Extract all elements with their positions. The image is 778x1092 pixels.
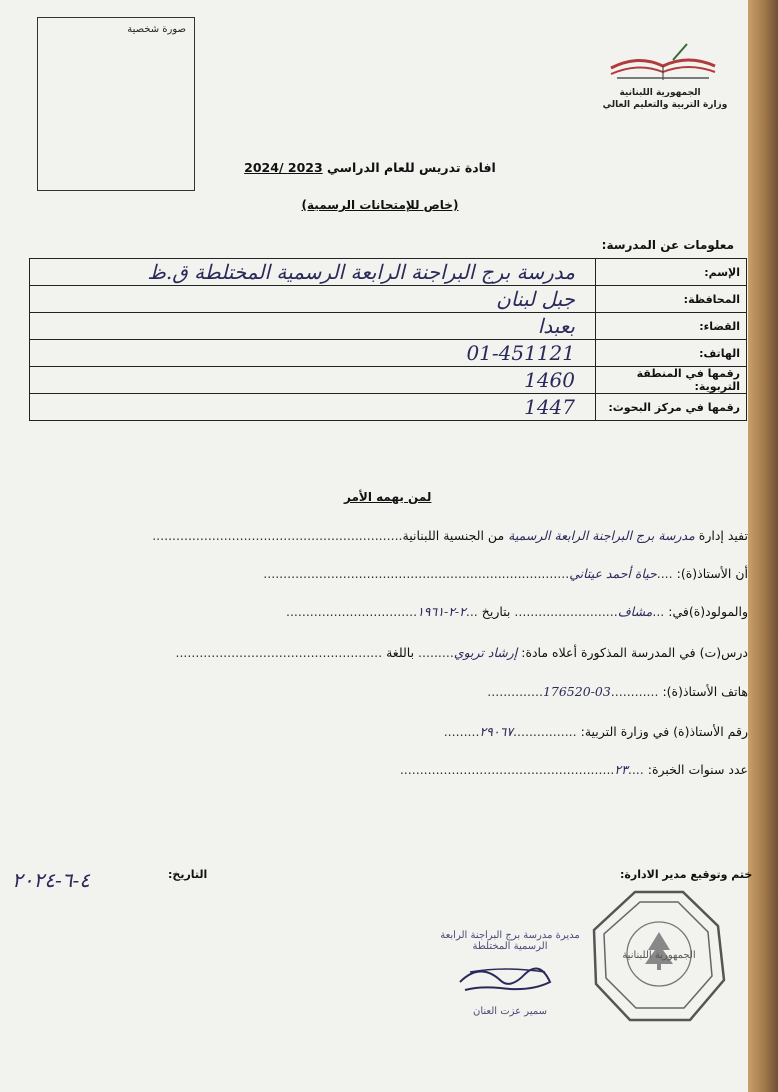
body-line-birth: والمولود(ة)في: ...مشاف.......................... بتاريخ ...٢-٢-١٩٦١................................. — [285, 604, 748, 619]
date-value: ٤-٦-٢٠٢٤ — [12, 868, 90, 892]
text-span: درس(ت) في المدرسة المذكورة أعلاه مادة: — [521, 645, 748, 660]
handwritten-teacher-phone: 03-176520 — [542, 684, 611, 699]
school-info-heading: معلومات عن المدرسة: — [601, 238, 734, 252]
body-line-ministry-number: رقم الأستاذ(ة) في وزارة التربية: ................٢٩٠٦٧......... — [443, 724, 748, 739]
page-title — [240, 160, 500, 175]
phone-value: 01-451121 — [30, 340, 596, 367]
ministry-logo-icon — [603, 40, 723, 90]
title-year: 2023 /2024 — [244, 160, 323, 175]
school-info-table — [29, 258, 747, 421]
signature-icon — [430, 952, 590, 1002]
title-text: افادة تدريس للعام الدراسي — [327, 160, 496, 175]
text-span: هاتف الأستاذ(ة): — [662, 684, 748, 699]
handwritten-teacher-name: حياة أحمد عيتاني — [569, 566, 657, 581]
region-number-label: رقمها في المنطقة التربوية: — [596, 367, 747, 394]
district-label: القضاء: — [596, 313, 747, 340]
text-span: أن الأستاذ(ة): — [676, 566, 748, 581]
stamp-caption: الجمهورية اللبنانية — [622, 950, 696, 961]
district-value: بعبدا — [30, 313, 596, 340]
text-span: تفيد إدارة — [698, 528, 748, 543]
school-name-value: مدرسة برج البراجنة الرابعة الرسمية المختلطة ق.ظ — [30, 259, 596, 286]
school-name-label: الإسم: — [596, 259, 747, 286]
table-edge-background — [748, 0, 778, 1092]
phone-label: الهاتف: — [596, 340, 747, 367]
handwritten-subject: إرشاد تربوي — [453, 645, 518, 660]
research-number-value: 1447 — [30, 394, 596, 421]
text-span: رقم الأستاذ(ة) في وزارة التربية: — [580, 724, 748, 739]
table-row — [30, 286, 747, 313]
body-line-subject: درس(ت) في المدرسة المذكورة أعلاه مادة: إرشاد تربوي......... باللغة .................................................... — [175, 645, 748, 660]
text-span: من الجنسية اللبنانية — [402, 528, 505, 543]
date-label: التاريخ: — [168, 868, 208, 881]
to-whom-heading: لمن يهمه الأمر — [344, 490, 432, 504]
table-row — [30, 394, 747, 421]
text-span: باللغة — [386, 645, 415, 660]
director-name: سمير عزت العنان — [472, 1006, 547, 1017]
republic-text: الجمهورية اللبنانية — [619, 88, 701, 98]
text-span: والمولود(ة)في: — [668, 604, 748, 619]
body-line-teacher-phone: هاتف الأستاذ(ة): ............03-176520.............. — [487, 684, 748, 699]
text-span: بتاريخ — [481, 604, 511, 619]
table-row — [30, 259, 747, 286]
body-line-school: تفيد إدارة مدرسة برج البراجنة الرابعة الرسمية من الجنسية اللبنانية............................................................... — [152, 528, 748, 543]
handwritten-birthdate: ٢-٢-١٩٦١ — [417, 604, 466, 619]
table-row — [30, 367, 747, 394]
governorate-value: جبل لبنان — [30, 286, 596, 313]
handwritten-ministry-number: ٢٩٠٦٧ — [479, 724, 514, 739]
handwritten-experience: ٢٣ — [614, 762, 628, 777]
table-row — [30, 313, 747, 340]
signature-block — [430, 930, 590, 1040]
table-row — [30, 340, 747, 367]
body-line-experience: عدد سنوات الخبرة: ....٢٣...................................................... — [399, 762, 748, 777]
handwritten-birthplace: مشاف — [617, 604, 653, 619]
body-line-teacher: أن الأستاذ(ة): ....حياة أحمد عيتاني............................................................................. — [263, 566, 748, 581]
research-number-label: رقمها في مركز البحوث: — [596, 394, 747, 421]
photo-label: صورة شخصية — [127, 24, 186, 35]
governorate-label: المحافظة: — [596, 286, 747, 313]
ministry-text: وزارة التربية والتعليم العالي — [602, 100, 728, 110]
region-number-value: 1460 — [30, 367, 596, 394]
signature-label: ختم وتوقيع مدير الادارة: — [620, 868, 753, 881]
handwritten-school: مدرسة برج البراجنة الرابعة الرسمية — [508, 528, 695, 543]
page-subtitle: (خاص للإمتحانات الرسمية) — [301, 198, 459, 212]
principal-title: مديرة مدرسة برج البراجنة الرابعة الرسمية المختلطة — [440, 930, 580, 952]
text-span: عدد سنوات الخبرة: — [647, 762, 748, 777]
photo-box — [37, 17, 195, 191]
